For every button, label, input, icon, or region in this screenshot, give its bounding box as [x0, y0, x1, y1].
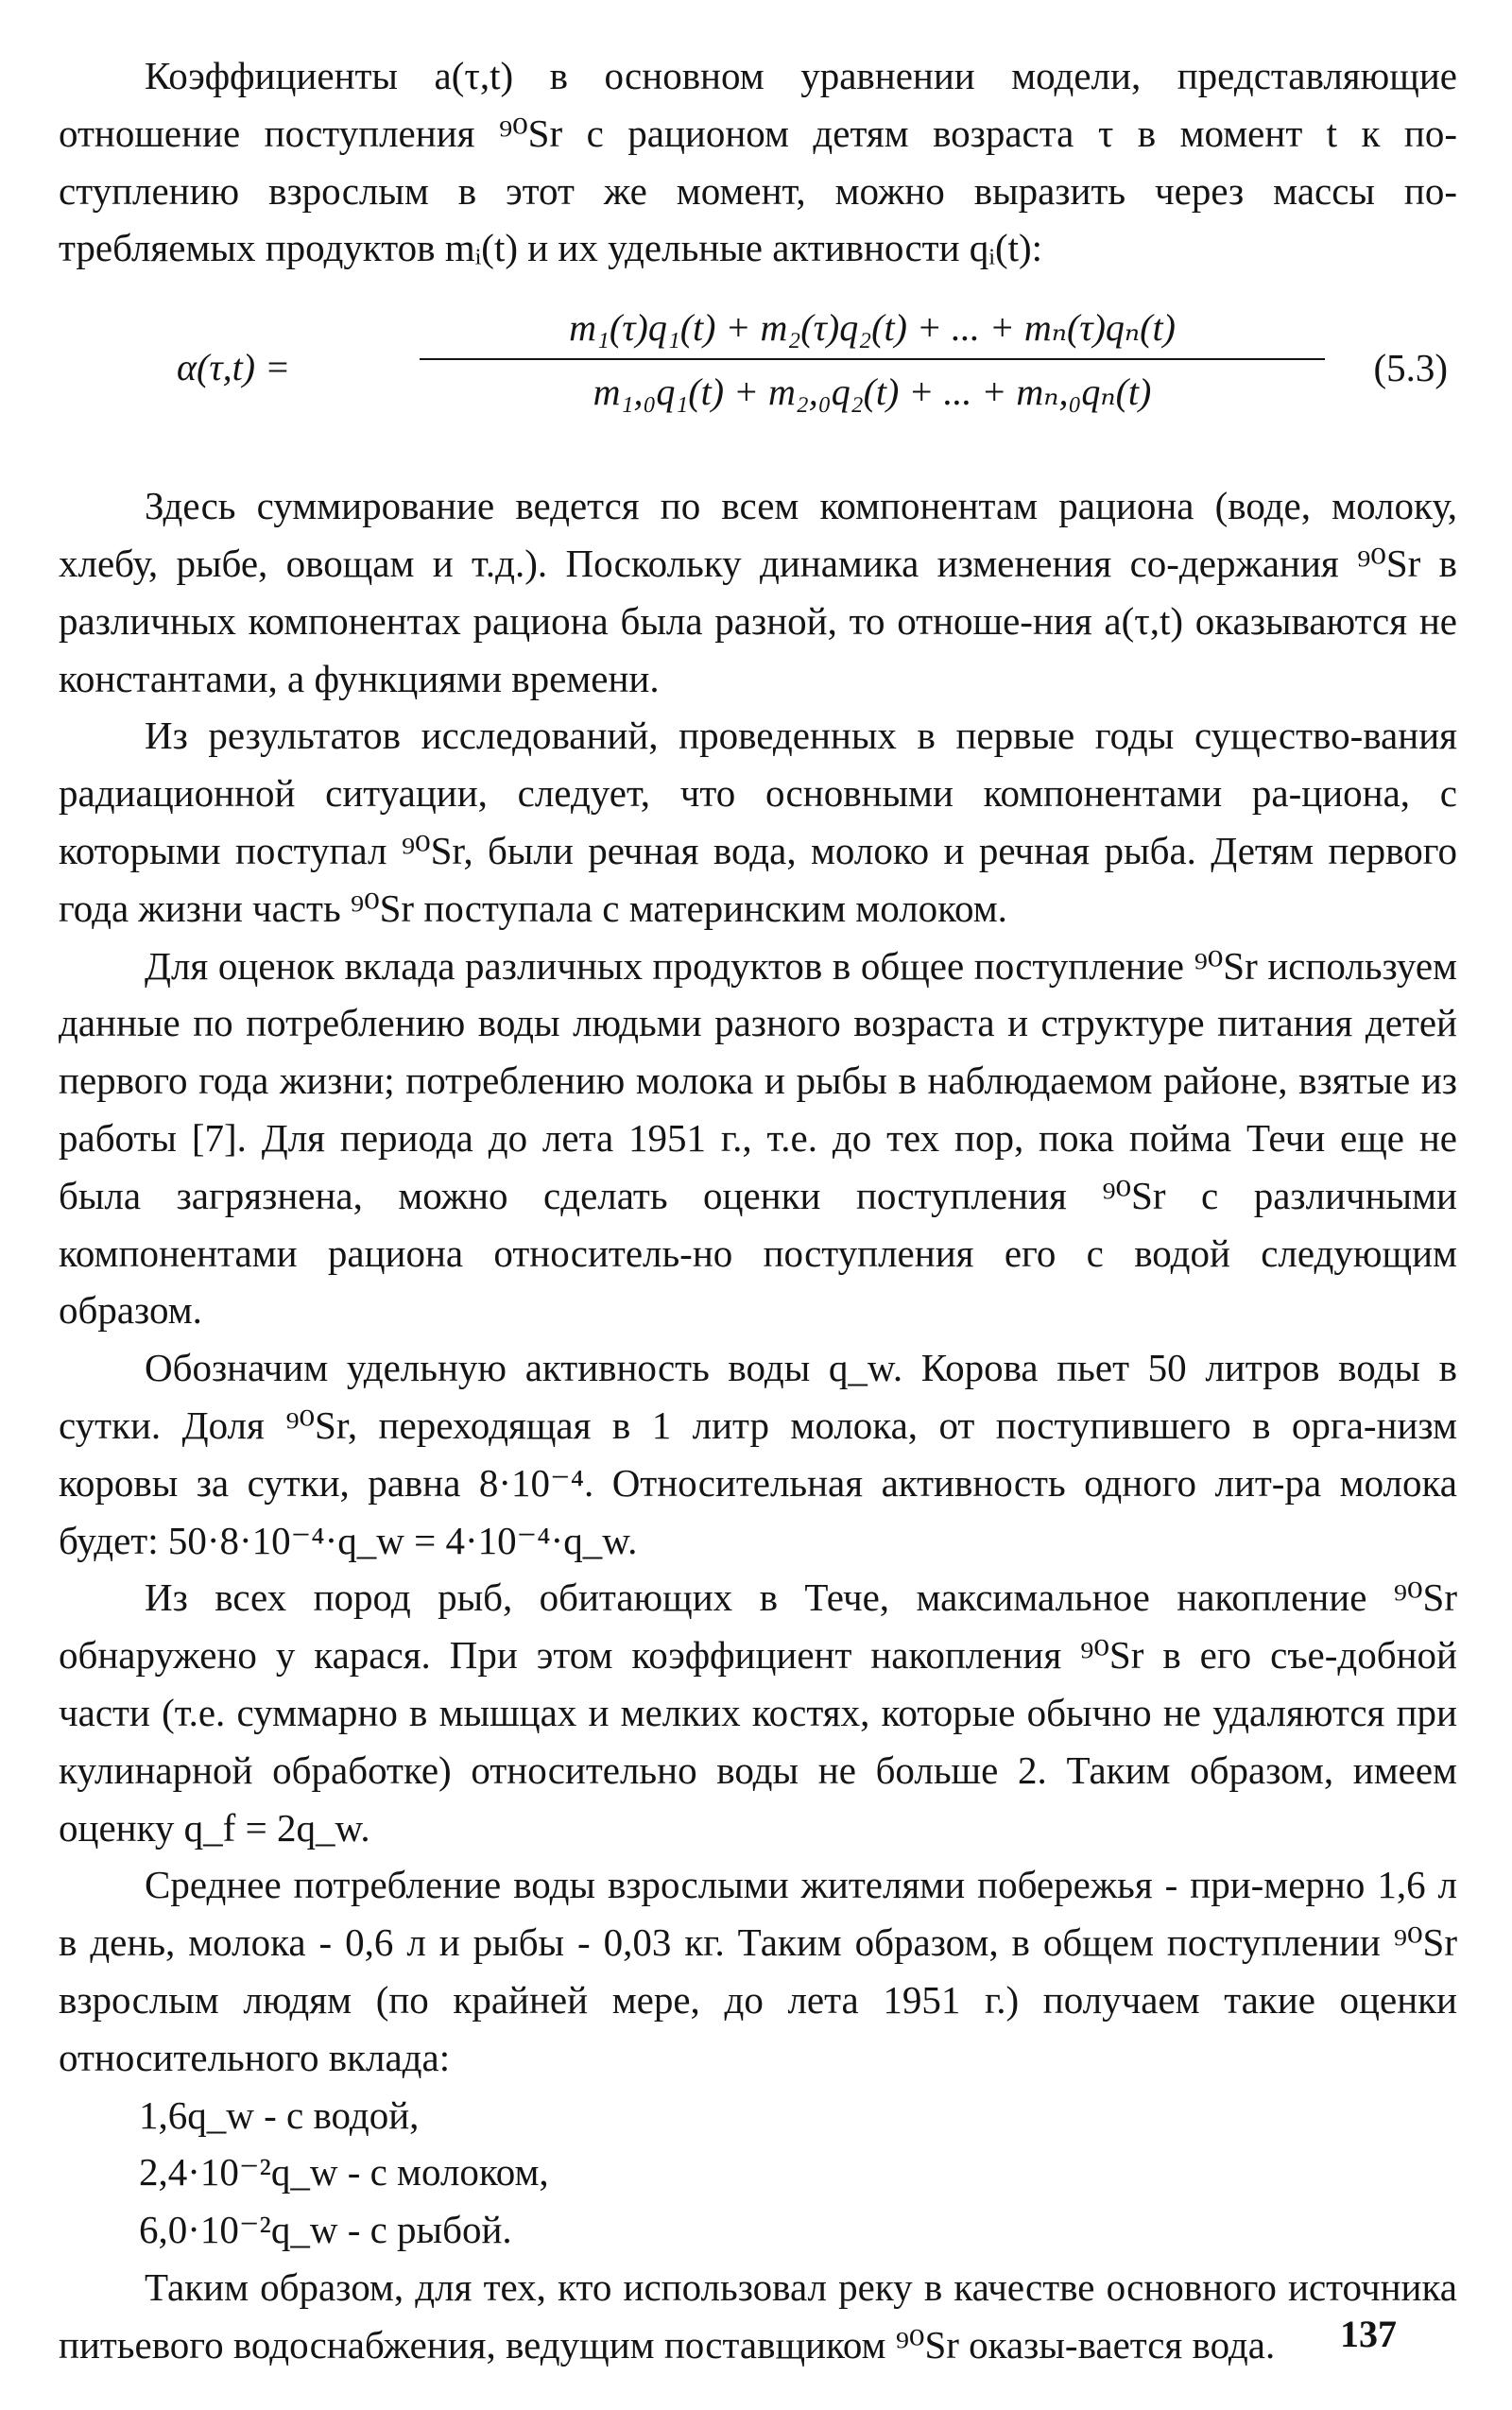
formula-lhs: α(τ,t) = — [177, 346, 291, 389]
paragraph-fish: Из всех пород рыб, обитающих в Тече, максимальное накопление ⁹⁰Sr обнаружено у карася. При этом коэффициент накопления ⁹⁰Sr в его съе-добной части (т.е. суммарно в мышцах и мелких костях, которые обычно не удаляются при кулинарной обработке) относительно воды не больше 2. Таким образом, имеем оценку q_f = 2q_w. — [59, 1575, 1457, 1850]
paragraph-contribution-estimates: Для оценок вклада различных продуктов в общее поступление ⁹⁰Sr используем данные по потреблению воды людьми разного возраста и структуре питания детей первого года жизни; потреблению молока и рыбы в наблюдаемом районе, взятые из работы [7]. Для периода до лета 1951 г., т.е. до тех пор, пока пойма Течи еще не была загрязнена, можно сделать оценки поступления ⁹⁰Sr с различными компонентами рациона относитель-но поступления его с водой следующим образом. — [59, 943, 1457, 1333]
list-item-fish: 6,0·10⁻²q_w - с рыбой. — [139, 2208, 512, 2252]
fraction-bar — [420, 358, 1325, 360]
paragraph-water-activity: Обозначим удельную активность воды q_w. Корова пьет 50 литров воды в сутки. Доля ⁹⁰Sr, переходящая в 1 литр молока, от поступившего в орга-низм коровы за сутки, равна 8·10⁻⁴. Относительная активность одного лит-ра молока будет: 50·8·10⁻⁴·q_w = 4·10⁻⁴·q_w. — [59, 1346, 1457, 1562]
text-column — [59, 47, 1457, 2373]
formula-5-3 — [59, 296, 1457, 462]
paragraph-research-results: Из результатов исследований, проведенных в первые годы существо-вания радиационной ситуации, следует, что основными компонентами ра-циона, с которыми поступал ⁹⁰Sr, были речная вода, молоко и речная рыба. Детям первого года жизни часть ⁹⁰Sr поступала с материнским молоком. — [59, 714, 1457, 930]
equation-number: (5.3) — [1373, 346, 1448, 390]
paragraph-summation: Здесь суммирование ведется по всем компонентам рациона (воде, молоку, хлебу, рыбе, овощам и т.д.). Поскольку динамика изменения со-держания ⁹⁰Sr в различных компонентах рациона была разной, то отноше-ния a(τ,t) оказываются не константами, а функциями времени. — [59, 484, 1457, 700]
contribution-list — [59, 2087, 1457, 2259]
list-item-water: 1,6q_w - с водой, — [139, 2092, 420, 2137]
page-number: 137 — [1340, 2313, 1397, 2355]
formula-denominator: m₁,₀q₁(t) + m₂,₀q₂(t) + ... + mₙ,₀qₙ(t) — [593, 370, 1152, 414]
paragraph-consumption: Среднее потребление воды взрослыми жителями побережья - при-мерно 1,6 л в день, молока - 0,6 л и рыбы - 0,03 кг. Таким образом, в общем поступлении ⁹⁰Sr взрослым людям (по крайней мере, до лета 1951 г.) получаем такие оценки относительного вклада: — [59, 1863, 1457, 2079]
paragraph-conclusion: Таким образом, для тех, кто использовал реку в качестве основного источника питьевого водоснабжения, ведущим поставщиком ⁹⁰Sr оказы-вается вода. — [59, 2264, 1457, 2367]
list-item-milk: 2,4·10⁻²q_w - с молоком, — [139, 2150, 549, 2195]
formula-numerator: m₁(τ)q₁(t) + m₂(τ)q₂(t) + ... + mₙ(τ)qₙ(t) — [569, 306, 1176, 350]
paragraph-coefficients: Коэффициенты a(τ,t) в основном уравнении модели, представляющие отношение поступления ⁹⁰Sr с рационом детям возраста τ в момент t к по-ступлению взрослым в этот же момент, можно выразить через массы по-требляемых продуктов mᵢ(t) и их удельные активности qᵢ(t): — [59, 54, 1457, 270]
